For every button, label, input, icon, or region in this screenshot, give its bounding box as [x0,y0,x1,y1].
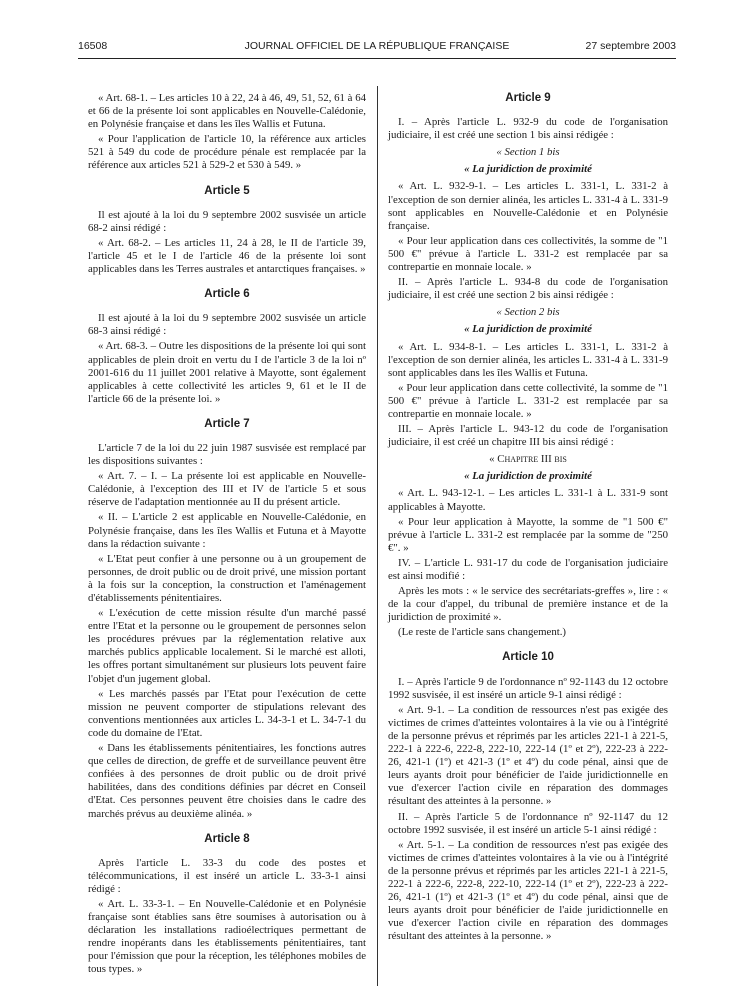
chapter-subheading: « La juridiction de proximité [464,470,592,483]
paragraph: L'article 7 de la loi du 22 juin 1987 susvisée est remplacé par les dispositions suivantes : [88,441,366,468]
paragraph: II. – Après l'article 5 de l'ordonnance nº 92-1147 du 12 octobre 1992 susvisée, il est inséré un article 5-1 ainsi rédigé : [388,810,668,836]
publication-date: 27 septembre 2003 [585,40,676,52]
right-column [388,92,668,945]
paragraph: II. – Après l'article L. 934-8 du code de l'organisation judiciaire, il est créé une section 2 bis ainsi rédigée : [388,276,668,302]
paragraph: Il est ajouté à la loi du 9 septembre 2002 susvisée un article 68-3 ainsi rédigé : [88,312,366,338]
section-heading: « Section 2 bis [496,306,560,319]
header-rule [78,58,676,59]
paragraph: « Les marchés passés par l'Etat pour l'exécution de cette mission ne peuvent comporter de stipulations relevant des conventions mentionnées aux articles L. 34-3-1 et L. 34-7-1 du code du domaine de l'Etat. [88,687,366,739]
article-heading: Article 6 [204,288,250,301]
paragraph: « Dans les établissements pénitentiaires, les fonctions autres que celles de direction, de greffe et de surveillance peuvent être confiées à des personnes de droit public ou de droit privé habilitées, dans des conditions définies par décret en Conseil d'Etat. Ces personnes peuvent être choisies dans le cadre des marchés prévus au deuxième alinéa. » [88,742,366,820]
paragraph: « Art. L. 33-3-1. – En Nouvelle-Calédonie et en Polynésie française sont établies sans être soumises à autorisation ou à déclaration les installations radioélectriques permettant de rendre inopérants dans les établissements pénitentiaires, tant pour l'émission que pour la réception, les téléphones mobiles de tous types. » [88,897,366,976]
paragraph: « Art. 5-1. – La condition de ressources n'est pas exigée des victimes de crimes d'atteintes volontaires à la vie ou à l'intégrité de la personne prévus et réprimés par les articles 221-1 à 221-5, 222-1 à 222-6, 222-8, 222-10, 222-14 (1º et 2º), 222-23 à 222-26, 421-1 (1º) et 421-3 (1º et 4º) du code pénal, ainsi que de leurs ayants droit pour bénéficier de l'aide juridictionnelle en vue d'exercer l'action civile en réparation des dommages résultant des atteintes à la personne. » [388,838,668,943]
paragraph: « Art. 68-2. – Les articles 11, 24 à 28, le II de l'article 39, l'article 45 et le I de l'article 46 de la présente loi sont applicables dans les Terres australes et antarctiques françaises. » [88,236,366,276]
article-heading: Article 8 [204,832,250,845]
paragraph: III. – Après l'article L. 943-12 du code de l'organisation judiciaire, il est créé un chapitre III bis ainsi rédigé : [388,423,668,449]
page-header [78,40,676,58]
chapter-heading: « Chapitre III bis [489,453,567,466]
paragraph: « L'exécution de cette mission résulte d'un marché passé entre l'Etat et la personne ou le groupement de personnes selon les procédures prévues par la réglementation relative aux marchés publics applicable localement. Si le marché est alloti, les offres portant simultanément sur plusieurs lots peuvent faire l'objet d'un jugement global. [88,607,366,685]
paragraph: IV. – L'article L. 931-17 du code de l'organisation judiciaire est ainsi modifié : [388,556,668,582]
section-subheading: « La juridiction de proximité [464,163,592,176]
paragraph: Après les mots : « le service des secrétariats-greffes », lire : « de la cour d'appel, du tribunal de première instance et de la juridiction de proximité ». [388,585,668,624]
left-column [88,92,366,979]
paragraph: « Art. L. 932-9-1. – Les articles L. 331-1, L. 331-2 à l'exception de son dernier alinéa, les articles L. 331-4 à L. 331-9 sont applicables en Nouvelle-Calédonie et en Polynésie française. [388,180,668,232]
paragraph: « Art. L. 943-12-1. – Les articles L. 331-1 à L. 331-9 sont applicables à Mayotte. [388,487,668,513]
column-divider [377,86,378,986]
paragraph: « Art. 68-3. – Outre les dispositions de la présente loi qui sont applicables de plein droit en vertu du I de l'article 3 de la loi nº 2001-616 du 11 juillet 2001 relative à Mayotte, sont également applicables à cette collectivité les articles 9, 61 et le II de l'article 66 de la présente loi. » [88,340,366,405]
paragraph: « Art. 7. – I. – La présente loi est applicable en Nouvelle-Calédonie, à l'exception des III et IV de l'article 5 et sous réserve de l'adaptation mentionnée au II du présent article. [88,470,366,509]
section-subheading: « La juridiction de proximité [464,323,592,336]
section-heading: « Section 1 bis [496,146,560,159]
article-heading: Article 7 [204,417,250,430]
paragraph: I. – Après l'article 9 de l'ordonnance nº 92-1143 du 12 octobre 1992 susvisée, il est inséré un article 9-1 ainsi rédigé : [388,675,668,701]
page-number: 16508 [78,40,108,52]
article-heading: Article 9 [505,92,551,104]
paragraph: « II. – L'article 2 est applicable en Nouvelle-Calédonie, en Polynésie française, dans les îles Wallis et Futuna et à Mayotte dans la rédaction suivante : [88,511,366,550]
paragraph: « Pour leur application dans ces collectivités, la somme de "1 500 €" prévue à l'article L. 331-2 est remplacée par sa contrepartie en monnaie locale. » [388,234,668,274]
journal-title: JOURNAL OFFICIEL DE LA RÉPUBLIQUE FRANÇAISE [244,40,510,52]
paragraph: Après l'article L. 33-3 du code des postes et télécommunications, il est inséré un article L. 33-3-1 ainsi rédigé : [88,856,366,895]
paragraph: « Art. L. 934-8-1. – Les articles L. 331-1, L. 331-2 à l'exception de son dernier alinéa, les articles L. 331-4 à L. 331-9 sont applicables dans les îles Wallis et Futuna. [388,340,668,379]
paragraph: « Pour l'application de l'article 10, la référence aux articles 521 à 549 du code de procédure pénale est remplacée par la référence aux articles 521 à 529-2 et 530 à 549. » [88,133,366,172]
paragraph: « Pour leur application à Mayotte, la somme de "1 500 €" prévue à l'article L. 331-2 est remplacée par la somme de "250 €". » [388,515,668,554]
paragraph: (Le reste de l'article sans changement.) [398,626,567,639]
article-heading: Article 5 [204,184,250,197]
article-heading: Article 10 [502,651,554,664]
paragraph: I. – Après l'article L. 932-9 du code de l'organisation judiciaire, il est créé une section 1 bis ainsi rédigée : [388,116,668,142]
paragraph: « Art. 9-1. – La condition de ressources n'est pas exigée des victimes de crimes d'atteintes volontaires à la vie ou à l'intégrité de la personne prévus et réprimés par les articles 221-1 à 221-5, 222-1 à 222-6, 222-8, 222-10, 222-14 (1º et 2º), 222-23 à 222-26, 421-1 (1º) et 421-3 (1º et 4º) du code pénal, ainsi que de leurs ayants droit pour bénéficier de l'aide juridictionnelle en vue d'exercer l'action civile en réparation des dommages résultant des atteintes à la personne. » [388,703,668,808]
paragraph: Il est ajouté à la loi du 9 septembre 2002 susvisée un article 68-2 ainsi rédigé : [88,208,366,234]
paragraph: « L'Etat peut confier à une personne ou à un groupement de personnes, de droit public ou de droit privé, une mission portant à la fois sur la conception, la construction et l'aménagement d'établissements pénitentiaires. [88,552,366,604]
paragraph: « Pour leur application dans cette collectivité, la somme de "1 500 €" prévue à l'article L. 331-2 est remplacée par sa contrepartie en monnaie locale. » [388,381,668,420]
paragraph: « Art. 68-1. – Les articles 10 à 22, 24 à 46, 49, 51, 52, 61 à 64 et 66 de la présente loi sont applicables en Nouvelle-Calédonie, en Polynésie française et dans les îles Wallis et Futuna. [88,92,366,131]
